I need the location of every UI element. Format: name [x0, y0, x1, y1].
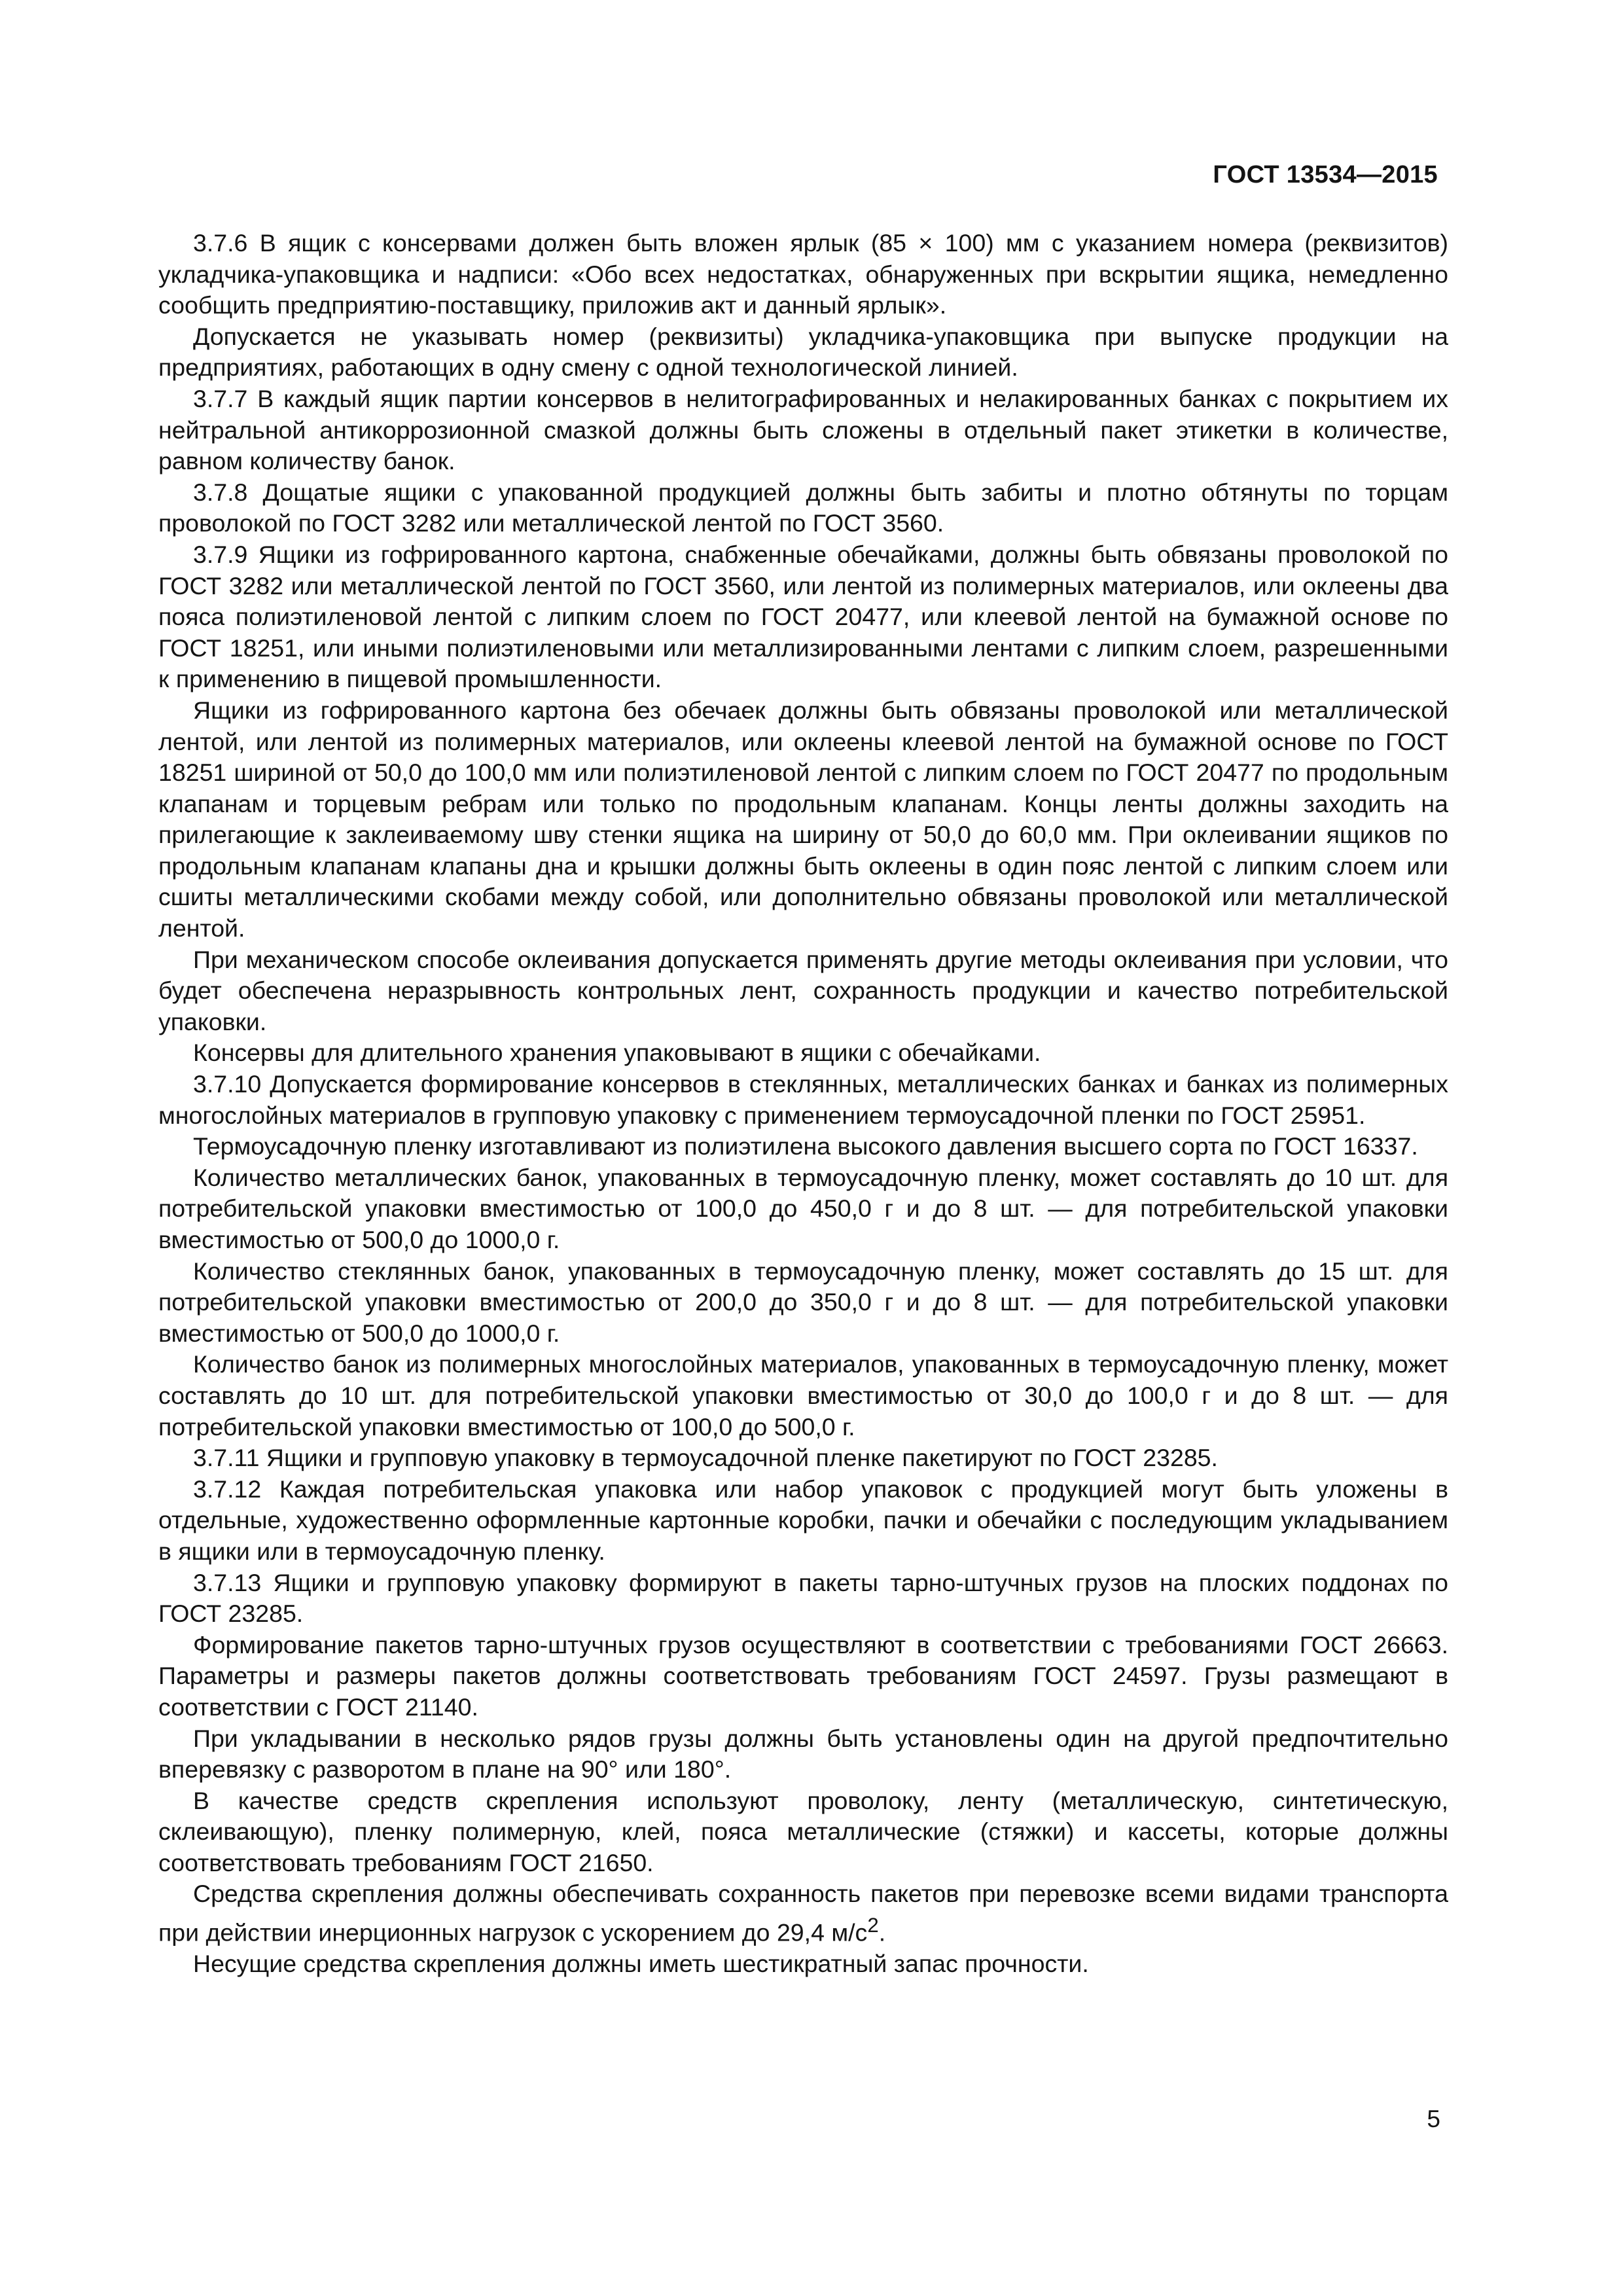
paragraph: Количество стеклянных банок, упакованных в термоусадочную пленку, может составлять до 15 шт. для потребительской упаковки вместимостью от 200,0 до 350,0 г и до 8 шт. — для потребительской упаковки вместимостью от 500,0 до 1000,0 г. [158, 1257, 1448, 1347]
paragraph: В качестве средств скрепления используют проволоку, ленту (металлическую, синтетическую, склеивающую), пленку полимерную, клей, пояса металлические (стяжки) и кассеты, которые должны соответствовать требованиям ГОСТ 21650. [158, 1786, 1448, 1876]
sentence-end: . [878, 1918, 886, 1946]
paragraph-3-7-6: 3.7.6 В ящик с консервами должен быть вложен ярлык (85 × 100) мм с указанием номера (реквизитов) укладчика-упаковщика и надписи: «Обо всех недостатках, обнаруженных при вскрытии ящика, немедленно сообщить предприятию-поставщику, приложив акт и данный ярлык». [158, 229, 1448, 319]
paragraph-3-7-12: 3.7.12 Каждая потребительская упаковка или набор упаковок с продукцией могут быть уложены в отдельные, художественно оформленные картонные коробки, пачки и обечайки с последующим укладыванием в ящики или в термоусадочную пленку. [158, 1475, 1448, 1565]
paragraph: Консервы для длительного хранения упаковывают в ящики с обечайками. [193, 1039, 1041, 1067]
paragraph: Количество банок из полимерных многослойных материалов, упакованных в термоусадочную пленку, может составлять до 10 шт. для потребительской упаковки вместимостью от 30,0 до 100,0 г и до 8 шт. — для потребительской упаковки вместимостью от 100,0 до 500,0 г. [158, 1350, 1448, 1441]
paragraph-3-7-7: 3.7.7 В каждый ящик партии консервов в нелитографированных и нелакированных банках с покрытием их нейтральной антикоррозионной смазкой должны быть сложены в отдельный пакет этикетки в количестве, равном количеству банок. [158, 384, 1448, 475]
paragraph-3-7-13: 3.7.13 Ящики и групповую упаковку формируют в пакеты тарно-штучных грузов на плоских поддонах по ГОСТ 23285. [158, 1568, 1448, 1628]
paragraph: Ящики из гофрированного картона без обечаек должны быть обвязаны проволокой или металлической лентой, или лентой из полимерных материалов, или оклеены клеевой лентой на бумажной основе по ГОСТ 18251 шириной от 50,0 до 100,0 мм или полиэтиленовой лентой с липким слоем по ГОСТ 20477 по продольным клапанам и торцевым ребрам или только по продольным клапанам. Концы ленты должны заходить на прилегающие к заклеиваемому шву стенки ящика на ширину от 50,0 до 60,0 мм. При оклеивании ящиков по продольным клапанам клапаны дна и крышки должны быть оклеены в один пояс лентой с липким слоем или сшиты металлическими скобами между собой, или дополнительно обвязаны проволокой или металлической лентой. [158, 696, 1448, 942]
document-code-header: ГОСТ 13534—2015 [1213, 161, 1438, 188]
paragraph-3-7-11: 3.7.11 Ящики и групповую упаковку в термоусадочной пленке пакетируют по ГОСТ 23285. [193, 1444, 1218, 1472]
paragraph: При укладывании в несколько рядов грузы должны быть установлены один на другой предпочтительно вперевязку с разворотом в плане на 90° или 180°. [158, 1724, 1448, 1784]
superscript: 2 [867, 1914, 879, 1937]
paragraph-3-7-9: 3.7.9 Ящики из гофрированного картона, снабженные обечайками, должны быть обвязаны проволокой по ГОСТ 3282 или металлической лентой по ГОСТ 3560, или лентой из полимерных материалов, или оклеены два пояса полиэтиленовой лентой с липким слоем по ГОСТ 20477, или клеевой лентой на бумажной основе по ГОСТ 18251, или иными полиэтиленовыми или металлизированными лентами с липким слоем, разрешенными к применению в пищевой промышленности. [158, 540, 1448, 693]
paragraph-3-7-8: 3.7.8 Дощатые ящики с упакованной продукцией должны быть забиты и плотно обтянуты по торцам проволокой по ГОСТ 3282 или металлической лентой по ГОСТ 3560. [158, 478, 1448, 537]
paragraph-acceleration [158, 1878, 1448, 1948]
paragraph: Количество металлических банок, упакованных в термоусадочную пленку, может составлять до 10 шт. для потребительской упаковки вместимостью от 100,0 до 450,0 г и до 8 шт. — для потребительской упаковки вместимостью от 500,0 до 1000,0 г. [158, 1163, 1448, 1253]
paragraph: Термоусадочную пленку изготавливают из полиэтилена высокого давления высшего сорта по ГОСТ 16337. [193, 1132, 1418, 1160]
paragraph: При механическом способе оклеивания допускается применять другие методы оклеивания при условии, что будет обеспечена неразрывность контрольных лент, сохранность продукции и качество потребительской упаковки. [158, 945, 1448, 1035]
document-body [158, 228, 1448, 1980]
paragraph: Формирование пакетов тарно-штучных грузов осуществляют в соответствии с требованиями ГОСТ 26663. Параметры и размеры пакетов должны соответствовать требованиям ГОСТ 24597. Грузы размещают в соответствии с ГОСТ 21140. [158, 1630, 1448, 1721]
paragraph-last: Несущие средства скрепления должны иметь шестикратный запас прочности. [193, 1950, 1089, 1978]
paragraph: Допускается не указывать номер (реквизиты) укладчика-упаковщика при выпуске продукции на предприятиях, работающих в одну смену с одной технологической линией. [158, 322, 1448, 382]
paragraph-3-7-10: 3.7.10 Допускается формирование консервов в стеклянных, металлических банках и банках из полимерных многослойных материалов в групповую упаковку с применением термоусадочной пленки по ГОСТ 25951. [158, 1070, 1448, 1129]
acceleration-text: Средства скрепления должны обеспечивать сохранность пакетов при перевозке всеми видами транспорта при действии инерционных нагрузок с ускорением до 29,4 м/с [158, 1880, 1448, 1946]
page-number: 5 [1427, 2106, 1440, 2132]
